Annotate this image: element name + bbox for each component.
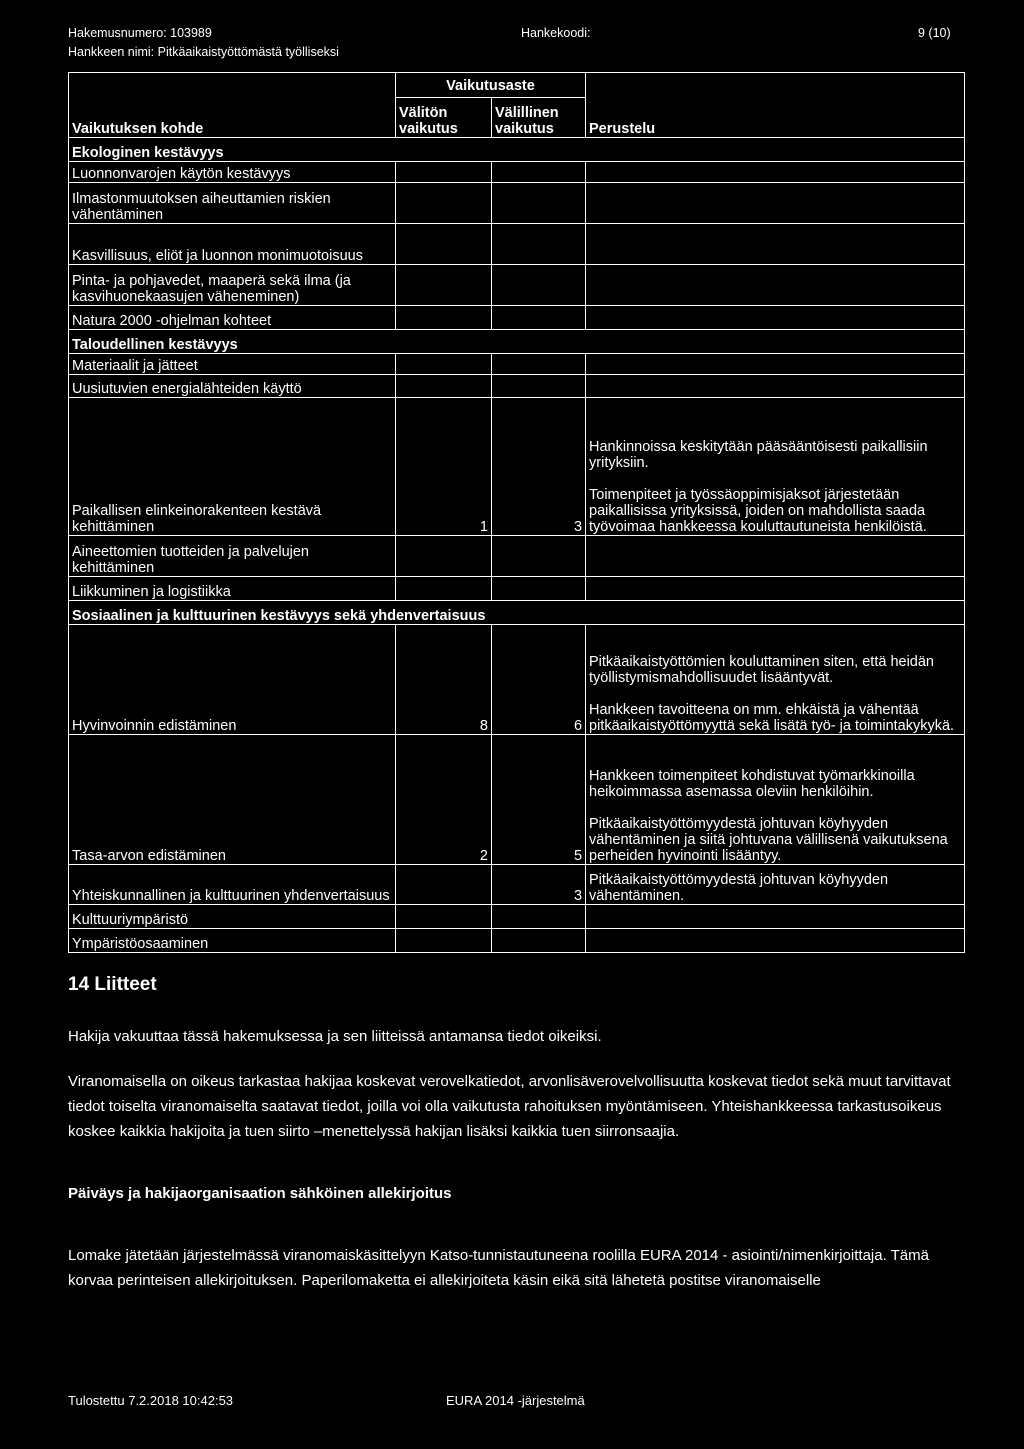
row-target-cell: Yhteiskunnallinen ja kulttuurinen yhdenvertaisuus <box>69 865 396 905</box>
table-row <box>69 905 965 929</box>
table-row <box>69 224 965 265</box>
project-name: Hankkeen nimi: Pitkäaikaistyöttömästä työlliseksi <box>68 45 339 59</box>
row-target-cell: Kulttuuriympäristö <box>69 905 396 929</box>
row-reason-cell <box>586 577 965 601</box>
table-row <box>69 398 965 536</box>
row-direct-cell: 8 <box>396 625 492 735</box>
row-direct-cell <box>396 577 492 601</box>
row-direct-cell: 2 <box>396 735 492 865</box>
row-indirect-cell: 3 <box>492 398 586 536</box>
table-row <box>69 929 965 953</box>
row-indirect-cell <box>492 577 586 601</box>
row-direct-cell <box>396 375 492 398</box>
system-name: EURA 2014 -järjestelmä <box>446 1393 585 1408</box>
table-row <box>69 536 965 577</box>
row-reason-cell <box>586 306 965 330</box>
section-title: Ekologinen kestävyys <box>69 138 965 162</box>
row-indirect-cell: 3 <box>492 865 586 905</box>
row-direct-cell <box>396 183 492 224</box>
submission-paragraph: Lomake jätetään järjestelmässä viranomaiskäsittelyyn Katso-tunnistautuneena roolilla EURA 2014 - asiointi/nimenkirjoittaja. Tämä korvaa perinteisen allekirjoituksen. Paperilomaketta ei allekirjoiteta käsin eikä sitä lähetetä postitse viranomaiselle <box>68 1247 929 1289</box>
page-number: 9 (10) <box>918 26 951 40</box>
row-direct-cell <box>396 265 492 306</box>
row-indirect-cell <box>492 265 586 306</box>
table-row <box>69 865 965 905</box>
table-row <box>69 162 965 183</box>
row-target-cell: Hyvinvoinnin edistäminen <box>69 625 396 735</box>
row-direct-cell <box>396 536 492 577</box>
row-indirect-cell <box>492 536 586 577</box>
application-number: Hakemusnumero: 103989 <box>68 26 212 40</box>
row-reason-cell <box>586 536 965 577</box>
impact-table <box>68 72 965 953</box>
table-row <box>69 375 965 398</box>
row-direct-cell <box>396 162 492 183</box>
row-direct-cell <box>396 905 492 929</box>
print-timestamp: Tulostettu 7.2.2018 10:42:53 <box>68 1393 234 1408</box>
row-reason-cell <box>586 162 965 183</box>
row-target-cell: Ympäristöosaaminen <box>69 929 396 953</box>
row-target-cell: Ilmastonmuutoksen aiheuttamien riskien vähentäminen <box>69 183 396 224</box>
row-reason-cell <box>586 265 965 306</box>
row-target-cell: Natura 2000 -ohjelman kohteet <box>69 306 396 330</box>
table-row <box>69 306 965 330</box>
table-row <box>69 735 965 865</box>
table-row <box>69 265 965 306</box>
row-reason-cell: Hankkeen toimenpiteet kohdistuvat työmarkkinoilla heikoimmassa asemassa oleviin henkilöihin. Pitkäaikaistyöttömyydestä johtuvan köyhyyden vähentäminen ja siitä johtuvana välillisenä vaikutuksena perheiden hyvinointi lisääntyy. <box>586 735 965 865</box>
row-indirect-cell <box>492 224 586 265</box>
attachments-heading: 14 Liitteet <box>68 974 157 995</box>
row-direct-cell <box>396 354 492 375</box>
impact-level-header: Vaikutusaste <box>396 73 586 98</box>
row-reason-cell <box>586 354 965 375</box>
row-reason-cell: Pitkäaikaistyöttömyydestä johtuvan köyhyyden vähentäminen. <box>586 865 965 905</box>
section-title: Sosiaalinen ja kulttuurinen kestävyys sekä yhdenvertaisuus <box>69 601 965 625</box>
row-target-cell: Luonnonvarojen käytön kestävyys <box>69 162 396 183</box>
row-indirect-cell: 5 <box>492 735 586 865</box>
row-indirect-cell <box>492 162 586 183</box>
row-indirect-cell: 6 <box>492 625 586 735</box>
table-row <box>69 354 965 375</box>
col-indirect-header: Välillinen vaikutus <box>492 98 586 138</box>
row-target-cell: Paikallisen elinkeinorakenteen kestävä kehittäminen <box>69 398 396 536</box>
row-reason-cell <box>586 183 965 224</box>
row-direct-cell: 1 <box>396 398 492 536</box>
declaration-paragraph: Hakija vakuuttaa tässä hakemuksessa ja sen liitteissä antamansa tiedot oikeiksi. <box>68 1028 602 1045</box>
row-target-cell: Tasa-arvon edistäminen <box>69 735 396 865</box>
row-direct-cell <box>396 865 492 905</box>
row-indirect-cell <box>492 375 586 398</box>
col-target-header: Vaikutuksen kohde <box>69 73 396 138</box>
row-target-cell: Aineettomien tuotteiden ja palvelujen kehittäminen <box>69 536 396 577</box>
row-target-cell: Liikkuminen ja logistiikka <box>69 577 396 601</box>
row-target-cell: Kasvillisuus, eliöt ja luonnon monimuotoisuus <box>69 224 396 265</box>
row-direct-cell <box>396 929 492 953</box>
row-direct-cell <box>396 306 492 330</box>
col-reason-header: Perustelu <box>586 73 965 138</box>
row-direct-cell <box>396 224 492 265</box>
row-target-cell: Uusiutuvien energialähteiden käyttö <box>69 375 396 398</box>
row-indirect-cell <box>492 183 586 224</box>
table-row <box>69 577 965 601</box>
row-target-cell: Pinta- ja pohjavedet, maaperä sekä ilma (ja kasvihuonekaasujen väheneminen) <box>69 265 396 306</box>
row-reason-cell: Hankinnoissa keskitytään pääsääntöisesti paikallisiin yrityksiin. Toimenpiteet ja työssäoppimisjaksot järjestetään paikallisissa yrityksissä, joiden on mahdollista saada työvoimaa hankkeessa kouluttautuneista henkilöistä. <box>586 398 965 536</box>
row-reason-cell: Pitkäaikaistyöttömien kouluttaminen siten, että heidän työllistymismahdollisuudet lisääntyvät. Hankkeen tavoitteena on mm. ehkäistä ja vähentää pitkäaikaistyöttömyyttä sekä lisätä työ- ja toimintakykykä. <box>586 625 965 735</box>
row-reason-cell <box>586 929 965 953</box>
row-reason-cell <box>586 905 965 929</box>
row-indirect-cell <box>492 905 586 929</box>
section-title: Taloudellinen kestävyys <box>69 330 965 354</box>
table-row <box>69 183 965 224</box>
row-indirect-cell <box>492 929 586 953</box>
table-row <box>69 625 965 735</box>
row-target-cell: Materiaalit ja jätteet <box>69 354 396 375</box>
signature-heading: Päiväys ja hakijaorganisaation sähköinen allekirjoitus <box>68 1185 452 1202</box>
row-reason-cell <box>586 224 965 265</box>
col-direct-header: Välitön vaikutus <box>396 98 492 138</box>
row-reason-cell <box>586 375 965 398</box>
row-indirect-cell <box>492 306 586 330</box>
project-code: Hankekoodi: <box>521 26 591 40</box>
row-indirect-cell <box>492 354 586 375</box>
inspection-rights-paragraph: Viranomaisella on oikeus tarkastaa hakijaa koskevat verovelkatiedot, arvonlisäverovelvollisuutta koskevat tiedot sekä muut tarvittavat tiedot toiselta viranomaiselta saatavat tiedot, joilla voi olla vaikutusta rahoituksen myöntämiseen. Yhteishankkeessa tarkastusoikeus koskee kaikkia hakijoita ja tuen siirto –menettelyssä hakijan lisäksi kaikkia tuen siirronsaajia. <box>68 1073 951 1140</box>
